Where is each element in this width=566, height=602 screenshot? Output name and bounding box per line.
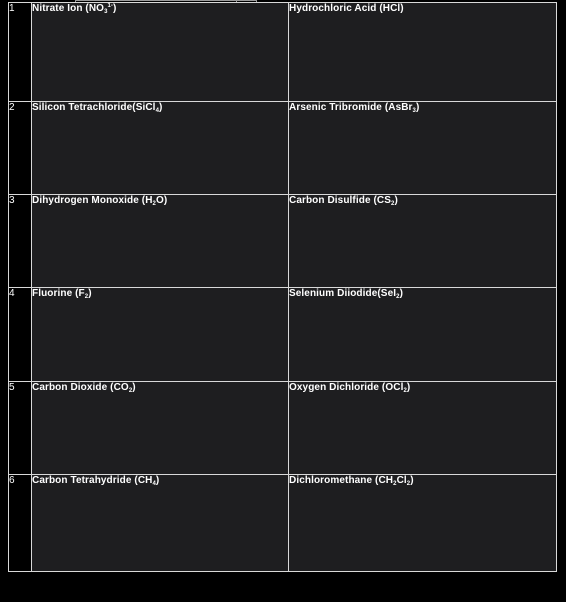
compound-name: Dihydrogen Monoxide (H <box>32 195 153 206</box>
formula-tail: ) <box>399 288 403 299</box>
compound-cell-left[interactable] <box>32 3 289 102</box>
compound-cell-left[interactable] <box>32 102 289 195</box>
formula-subscript: 4 <box>152 481 156 487</box>
formula-tail: ) <box>410 475 414 486</box>
formula-subscript: 3 <box>104 9 108 15</box>
compound-cell-left[interactable] <box>32 288 289 382</box>
formula-subscript: 2 <box>152 201 156 207</box>
compound-cell-left[interactable] <box>32 382 289 475</box>
compound-name: Silicon Tetrachloride(SiCl <box>32 102 156 113</box>
compound-name: Fluorine (F <box>32 288 85 299</box>
row-number: 5 <box>9 382 32 475</box>
formula-tail: ) <box>113 3 117 14</box>
formula-tail: ) <box>159 102 163 113</box>
table-row <box>9 3 557 102</box>
row-number: 3 <box>9 195 32 288</box>
top-border-line <box>75 0 257 1</box>
compound-name: Oxygen Dichloride (OCl <box>289 382 404 393</box>
table-row <box>9 288 557 382</box>
row-number: 1 <box>9 3 32 102</box>
formula-tail: ) <box>406 382 411 393</box>
formula-tail: ) <box>155 475 160 486</box>
formula-subscript: 2 <box>128 388 133 394</box>
compound-name: Nitrate Ion (NO <box>32 3 105 14</box>
compound-cell-left[interactable] <box>32 195 289 288</box>
table-row <box>9 195 557 288</box>
table-row <box>9 382 557 475</box>
formula-subscript: 2 <box>396 294 400 300</box>
table-row <box>9 102 557 195</box>
formula-tail: ) <box>415 102 420 113</box>
compound-name: Hydrochloric Acid (HCl) <box>289 3 404 14</box>
compound-name: Carbon Tetrahydride (CH <box>32 475 153 486</box>
formula-tail: ) <box>88 288 92 299</box>
formula-charge: 1- <box>107 3 114 9</box>
compound-cell-right[interactable] <box>289 195 557 288</box>
formula-subscript: 3 <box>412 108 416 114</box>
formula-mid: Cl <box>396 475 407 486</box>
compound-name: Carbon Dioxide (CO <box>32 382 129 393</box>
formula-subscript: 2 <box>84 294 89 300</box>
compound-name: Dichloromethane (CH <box>289 475 394 486</box>
compound-cell-right[interactable] <box>289 3 557 102</box>
formula-subscript: 2 <box>391 201 395 207</box>
compound-cell-right[interactable] <box>289 382 557 475</box>
compound-table <box>8 2 557 572</box>
formula-tail: ) <box>132 382 136 393</box>
row-number: 4 <box>9 288 32 382</box>
formula-subscript: 2 <box>406 481 411 487</box>
compound-cell-left[interactable] <box>32 475 289 572</box>
row-number: 2 <box>9 102 32 195</box>
formula-subscript: 2 <box>403 388 407 394</box>
formula-tail: ) <box>394 195 398 206</box>
compound-name: Carbon Disulfide (CS <box>289 195 392 206</box>
compound-cell-right[interactable] <box>289 475 557 572</box>
compound-name: Arsenic Tribromide (AsBr <box>289 102 413 113</box>
compound-cell-right[interactable] <box>289 288 557 382</box>
formula-tail: O) <box>155 195 168 206</box>
compound-name: Selenium Diiodide(SeI <box>289 288 397 299</box>
formula-subscript: 4 <box>155 108 159 114</box>
formula-subscript: 2 <box>393 481 397 487</box>
table-row <box>9 475 557 572</box>
compound-cell-right[interactable] <box>289 102 557 195</box>
row-number: 6 <box>9 475 32 572</box>
